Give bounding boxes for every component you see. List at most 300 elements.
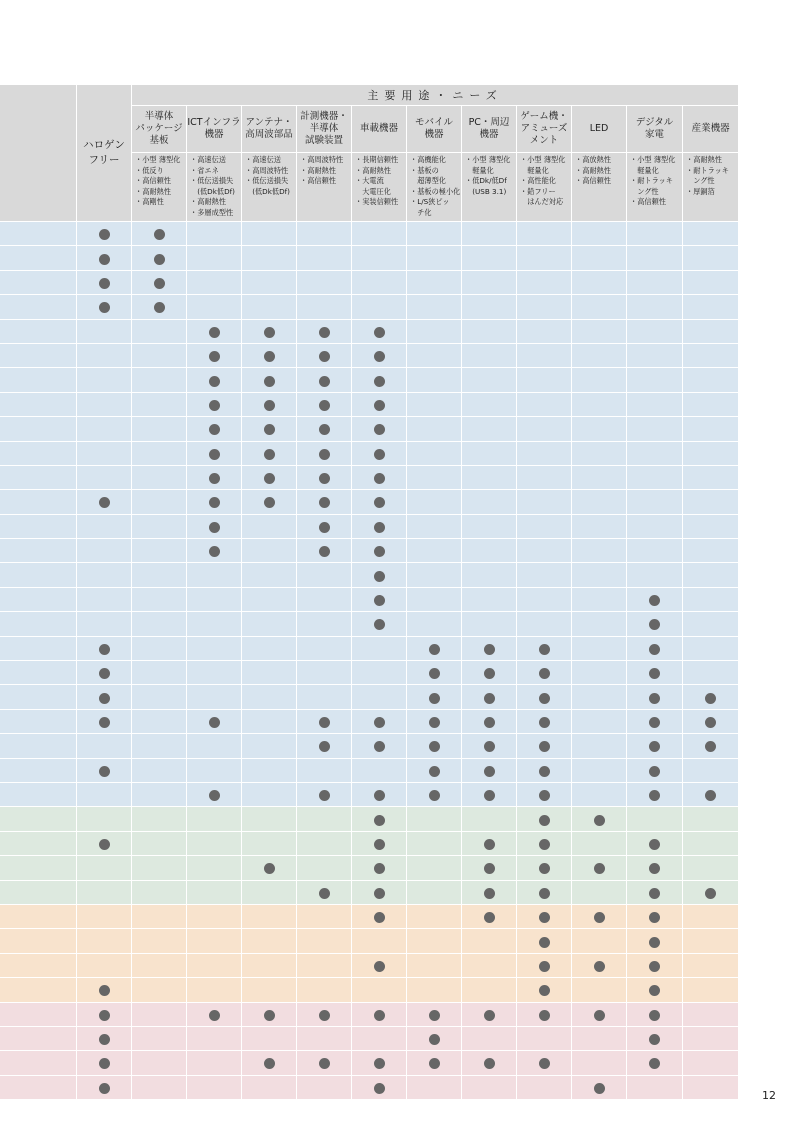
matrix-cell xyxy=(407,417,462,441)
matrix-cell xyxy=(517,954,572,978)
matrix-cell xyxy=(77,246,132,270)
matrix-cell xyxy=(572,417,627,441)
needs-item: ・高信頼性 xyxy=(575,176,611,185)
matrix-cell xyxy=(77,588,132,612)
matrix-cell xyxy=(683,393,739,417)
matrix-cell xyxy=(462,832,517,856)
applicable-dot-icon xyxy=(209,522,220,533)
matrix-cell xyxy=(297,490,352,514)
applicable-dot-icon xyxy=(539,815,550,826)
matrix-cell xyxy=(517,1027,572,1051)
matrix-cell xyxy=(517,929,572,953)
matrix-cell xyxy=(517,612,572,636)
matrix-cell xyxy=(242,661,297,685)
needs-item: ・高信頼性 xyxy=(300,176,336,185)
matrix-cell xyxy=(683,271,739,295)
column-needs-2 xyxy=(242,153,297,222)
applicable-dot-icon xyxy=(374,815,385,826)
matrix-cell xyxy=(187,1051,242,1075)
applicable-dot-icon xyxy=(264,351,275,362)
column-title-line: PC・周辺 xyxy=(468,117,510,128)
matrix-cell xyxy=(572,978,627,1002)
matrix-cell xyxy=(352,710,407,734)
matrix-cell xyxy=(242,442,297,466)
matrix-cell xyxy=(407,1003,462,1027)
matrix-cell xyxy=(627,1003,683,1027)
column-title-9 xyxy=(627,106,683,153)
matrix-cell xyxy=(683,466,739,490)
matrix-cell xyxy=(683,417,739,441)
applicable-dot-icon xyxy=(374,497,385,508)
matrix-cell xyxy=(132,417,187,441)
row-label-cell xyxy=(0,222,77,246)
matrix-cell xyxy=(352,246,407,270)
column-title-line: 機器 xyxy=(204,129,224,140)
needs-item: ・大電流 xyxy=(355,176,384,185)
table-row xyxy=(0,783,739,807)
matrix-cell xyxy=(462,1027,517,1051)
applicable-dot-icon xyxy=(319,790,330,801)
applicable-dot-icon xyxy=(99,302,110,313)
matrix-cell xyxy=(627,734,683,758)
matrix-cell xyxy=(462,734,517,758)
matrix-cell xyxy=(242,929,297,953)
matrix-cell xyxy=(77,417,132,441)
matrix-cell xyxy=(297,759,352,783)
matrix-cell xyxy=(517,1051,572,1075)
matrix-cell xyxy=(572,490,627,514)
matrix-cell xyxy=(683,807,739,831)
matrix-cell xyxy=(187,344,242,368)
matrix-cell xyxy=(77,295,132,319)
applicable-dot-icon xyxy=(594,815,605,826)
row-label-cell xyxy=(0,246,77,270)
matrix-cell xyxy=(462,368,517,392)
applicable-dot-icon xyxy=(539,888,550,899)
matrix-cell xyxy=(683,1027,739,1051)
matrix-cell xyxy=(352,807,407,831)
needs-item: ・低反り xyxy=(135,165,164,175)
applicable-dot-icon xyxy=(539,693,550,704)
applicable-dot-icon xyxy=(484,839,495,850)
applicable-dot-icon xyxy=(374,400,385,411)
matrix-cell xyxy=(683,856,739,880)
table-row xyxy=(0,612,739,636)
row-label-cell xyxy=(0,466,77,490)
column-needs-5 xyxy=(407,153,462,222)
matrix-cell xyxy=(627,1027,683,1051)
matrix-cell xyxy=(407,832,462,856)
applicable-dot-icon xyxy=(374,912,385,923)
matrix-cell xyxy=(297,515,352,539)
needs-item: (USB 3.1) xyxy=(465,186,507,196)
column-title-line: 産業機器 xyxy=(691,123,730,134)
matrix-cell xyxy=(683,929,739,953)
applicable-dot-icon xyxy=(264,497,275,508)
matrix-cell xyxy=(517,807,572,831)
matrix-cell xyxy=(683,905,739,929)
applicable-dot-icon xyxy=(99,693,110,704)
matrix-cell xyxy=(683,685,739,709)
matrix-cell xyxy=(352,588,407,612)
matrix-cell xyxy=(517,685,572,709)
matrix-cell xyxy=(627,222,683,246)
matrix-cell xyxy=(517,539,572,563)
applicable-dot-icon xyxy=(99,497,110,508)
matrix-cell xyxy=(187,466,242,490)
needs-item: ング性 xyxy=(630,186,659,196)
applicable-dot-icon xyxy=(319,1058,330,1069)
matrix-cell xyxy=(683,320,739,344)
matrix-cell xyxy=(242,320,297,344)
applicable-dot-icon xyxy=(429,766,440,777)
matrix-cell xyxy=(297,929,352,953)
matrix-cell xyxy=(572,539,627,563)
matrix-cell xyxy=(627,905,683,929)
matrix-cell xyxy=(462,905,517,929)
needs-item: ・小型 薄型化 xyxy=(465,155,511,164)
row-label-cell xyxy=(0,734,77,758)
matrix-cell xyxy=(77,490,132,514)
matrix-cell xyxy=(132,295,187,319)
matrix-cell xyxy=(132,515,187,539)
matrix-cell xyxy=(462,490,517,514)
needs-item: はんだ対応 xyxy=(520,197,564,206)
column-title-line: 基板 xyxy=(149,135,169,146)
row-label-cell xyxy=(0,1051,77,1075)
row-label-cell xyxy=(0,832,77,856)
applicable-dot-icon xyxy=(319,327,330,338)
matrix-cell xyxy=(683,563,739,587)
needs-item: ・高信頼性 xyxy=(135,176,171,185)
needs-item: ・高耐熱性 xyxy=(355,165,391,175)
applicable-dot-icon xyxy=(374,376,385,387)
matrix-cell xyxy=(407,1076,462,1100)
matrix-cell xyxy=(297,1051,352,1075)
matrix-cell xyxy=(187,295,242,319)
row-label-cell xyxy=(0,856,77,880)
matrix-cell xyxy=(77,442,132,466)
matrix-cell xyxy=(77,759,132,783)
applicable-dot-icon xyxy=(594,863,605,874)
matrix-cell xyxy=(462,710,517,734)
applicable-dot-icon xyxy=(264,1010,275,1021)
applicable-dot-icon xyxy=(154,278,165,289)
matrix-cell xyxy=(352,881,407,905)
matrix-cell xyxy=(572,905,627,929)
applicable-dot-icon xyxy=(649,1034,660,1045)
matrix-cell xyxy=(627,612,683,636)
matrix-cell xyxy=(517,515,572,539)
matrix-cell xyxy=(352,612,407,636)
matrix-cell xyxy=(407,710,462,734)
applicable-dot-icon xyxy=(209,351,220,362)
needs-item: ・小型 薄型化 xyxy=(135,155,181,164)
column-title-6 xyxy=(462,106,517,153)
applicable-dot-icon xyxy=(649,693,660,704)
matrix-cell xyxy=(297,1076,352,1100)
matrix-cell xyxy=(572,710,627,734)
applicable-dot-icon xyxy=(374,546,385,557)
needs-item: ・高剛性 xyxy=(135,197,164,206)
matrix-cell xyxy=(77,978,132,1002)
matrix-cell xyxy=(572,661,627,685)
applicable-dot-icon xyxy=(209,790,220,801)
needs-item: ・高周波特性 xyxy=(245,165,289,175)
applicable-dot-icon xyxy=(539,839,550,850)
applicable-dot-icon xyxy=(209,400,220,411)
matrix-cell xyxy=(572,929,627,953)
matrix-cell xyxy=(627,783,683,807)
matrix-cell xyxy=(462,466,517,490)
matrix-cell xyxy=(462,222,517,246)
matrix-cell xyxy=(462,929,517,953)
matrix-cell xyxy=(187,978,242,1002)
table-row xyxy=(0,661,739,685)
applicable-dot-icon xyxy=(429,1034,440,1045)
matrix-cell xyxy=(242,807,297,831)
matrix-cell xyxy=(297,539,352,563)
applicable-dot-icon xyxy=(429,717,440,728)
needs-item: ・実装信頼性 xyxy=(355,197,399,206)
table-row xyxy=(0,222,739,246)
row-label-cell xyxy=(0,1003,77,1027)
matrix-cell xyxy=(297,563,352,587)
matrix-cell xyxy=(462,539,517,563)
matrix-cell xyxy=(242,393,297,417)
matrix-cell xyxy=(77,832,132,856)
matrix-cell xyxy=(297,393,352,417)
needs-item: ・高信頼性 xyxy=(630,197,666,206)
matrix-cell xyxy=(407,344,462,368)
matrix-cell xyxy=(407,222,462,246)
matrix-cell xyxy=(627,954,683,978)
needs-item: ・小型 薄型化 xyxy=(630,155,676,164)
matrix-cell xyxy=(627,442,683,466)
matrix-cell xyxy=(572,807,627,831)
needs-item: ・低Dk/低Df xyxy=(465,176,507,185)
applicable-dot-icon xyxy=(264,400,275,411)
column-title-0 xyxy=(132,106,187,153)
matrix-cell xyxy=(132,368,187,392)
matrix-cell xyxy=(572,637,627,661)
matrix-cell xyxy=(352,734,407,758)
applicable-dot-icon xyxy=(649,839,660,850)
matrix-cell xyxy=(297,588,352,612)
row-label-cell xyxy=(0,442,77,466)
matrix-cell xyxy=(77,466,132,490)
matrix-cell xyxy=(187,807,242,831)
matrix-cell xyxy=(627,710,683,734)
applicable-dot-icon xyxy=(374,790,385,801)
matrix-cell xyxy=(627,320,683,344)
row-label-cell xyxy=(0,368,77,392)
needs-item: ・長期信頼性 xyxy=(355,155,399,164)
matrix-cell xyxy=(572,856,627,880)
applicable-dot-icon xyxy=(154,254,165,265)
applicable-dot-icon xyxy=(99,1034,110,1045)
needs-item: ・高速伝送 xyxy=(245,155,281,164)
matrix-cell xyxy=(77,368,132,392)
matrix-cell xyxy=(77,515,132,539)
matrix-cell xyxy=(132,783,187,807)
matrix-cell xyxy=(572,685,627,709)
matrix-cell xyxy=(77,807,132,831)
applicable-dot-icon xyxy=(429,1010,440,1021)
applicable-dot-icon xyxy=(99,1083,110,1094)
matrix-cell xyxy=(132,1076,187,1100)
applicable-dot-icon xyxy=(649,888,660,899)
applicable-dot-icon xyxy=(264,327,275,338)
needs-item: ・高性能化 xyxy=(520,176,556,185)
row-label-cell xyxy=(0,881,77,905)
matrix-cell xyxy=(352,515,407,539)
matrix-cell xyxy=(462,759,517,783)
table-row xyxy=(0,929,739,953)
applicable-dot-icon xyxy=(264,473,275,484)
matrix-cell xyxy=(627,271,683,295)
needs-item: ・高機能化 xyxy=(410,155,446,164)
matrix-cell xyxy=(187,929,242,953)
column-title-line: 計測機器・ xyxy=(300,111,348,122)
table-row xyxy=(0,905,739,929)
applicable-dot-icon xyxy=(374,863,385,874)
matrix-cell xyxy=(297,905,352,929)
column-title-line: 高周波部品 xyxy=(245,129,293,140)
matrix-cell xyxy=(242,1076,297,1100)
applicable-dot-icon xyxy=(484,888,495,899)
matrix-cell xyxy=(297,637,352,661)
column-needs-1 xyxy=(187,153,242,222)
matrix-cell xyxy=(517,344,572,368)
table-row xyxy=(0,685,739,709)
applicable-dot-icon xyxy=(484,717,495,728)
matrix-cell xyxy=(407,588,462,612)
applicable-dot-icon xyxy=(539,741,550,752)
row-label-cell xyxy=(0,954,77,978)
matrix-cell xyxy=(462,685,517,709)
matrix-cell xyxy=(683,881,739,905)
matrix-cell xyxy=(627,1076,683,1100)
applicable-dot-icon xyxy=(429,1058,440,1069)
applicable-dot-icon xyxy=(319,473,330,484)
matrix-cell xyxy=(187,637,242,661)
matrix-cell xyxy=(132,929,187,953)
applicable-dot-icon xyxy=(319,351,330,362)
matrix-cell xyxy=(352,393,407,417)
table-row xyxy=(0,393,739,417)
applicable-dot-icon xyxy=(209,473,220,484)
matrix-cell xyxy=(517,661,572,685)
matrix-cell xyxy=(352,978,407,1002)
needs-item: (低Dk低Df) xyxy=(245,186,290,196)
matrix-cell xyxy=(77,881,132,905)
matrix-cell xyxy=(77,344,132,368)
applicable-dot-icon xyxy=(319,1010,330,1021)
applicable-dot-icon xyxy=(484,644,495,655)
matrix-cell xyxy=(77,563,132,587)
needs-item: ・耐トラッキ xyxy=(630,176,673,185)
matrix-cell xyxy=(242,734,297,758)
matrix-cell xyxy=(132,344,187,368)
matrix-cell xyxy=(517,417,572,441)
matrix-cell xyxy=(462,246,517,270)
needs-item: 大電圧化 xyxy=(355,186,391,196)
matrix-cell xyxy=(683,832,739,856)
matrix-cell xyxy=(627,807,683,831)
matrix-cell xyxy=(517,1003,572,1027)
needs-item: 超薄型化 xyxy=(410,176,446,185)
applicable-dot-icon xyxy=(319,741,330,752)
matrix-cell xyxy=(462,563,517,587)
applicable-dot-icon xyxy=(539,1010,550,1021)
matrix-cell xyxy=(352,563,407,587)
applicable-dot-icon xyxy=(319,497,330,508)
applicable-dot-icon xyxy=(539,717,550,728)
column-title-line: アンテナ・ xyxy=(245,117,293,128)
matrix-cell xyxy=(132,881,187,905)
matrix-cell xyxy=(352,368,407,392)
applicable-dot-icon xyxy=(374,1058,385,1069)
matrix-cell xyxy=(517,637,572,661)
applicable-dot-icon xyxy=(649,595,660,606)
matrix-cell xyxy=(352,783,407,807)
matrix-cell xyxy=(517,881,572,905)
matrix-cell xyxy=(683,661,739,685)
column-title-line: 試験装置 xyxy=(304,135,343,146)
applicable-dot-icon xyxy=(374,717,385,728)
matrix-cell xyxy=(352,417,407,441)
applicable-dot-icon xyxy=(705,693,716,704)
column-title-2 xyxy=(242,106,297,153)
matrix-cell xyxy=(297,222,352,246)
matrix-cell xyxy=(242,905,297,929)
matrix-cell xyxy=(242,368,297,392)
applicable-dot-icon xyxy=(99,278,110,289)
table-row xyxy=(0,759,739,783)
matrix-cell xyxy=(132,222,187,246)
matrix-cell xyxy=(627,539,683,563)
column-title-line: モバイル xyxy=(414,117,453,128)
applicable-dot-icon xyxy=(264,424,275,435)
matrix-cell xyxy=(572,563,627,587)
applicable-dot-icon xyxy=(539,985,550,996)
needs-item: 軽量化 xyxy=(520,165,549,175)
table-row xyxy=(0,881,739,905)
needs-item: (低Dk低Df) xyxy=(190,186,235,196)
matrix-cell xyxy=(462,978,517,1002)
table-row xyxy=(0,246,739,270)
matrix-cell xyxy=(517,368,572,392)
matrix-cell xyxy=(132,978,187,1002)
matrix-cell xyxy=(77,734,132,758)
column-needs-3 xyxy=(297,153,352,222)
matrix-cell xyxy=(462,954,517,978)
applicable-dot-icon xyxy=(99,644,110,655)
applicable-dot-icon xyxy=(374,595,385,606)
column-title-10 xyxy=(683,106,739,153)
applicable-dot-icon xyxy=(705,741,716,752)
applicable-dot-icon xyxy=(649,937,660,948)
matrix-cell xyxy=(77,856,132,880)
row-label-cell xyxy=(0,685,77,709)
matrix-cell xyxy=(132,271,187,295)
table-row xyxy=(0,588,739,612)
matrix-cell xyxy=(517,588,572,612)
matrix-cell xyxy=(297,978,352,1002)
matrix-cell xyxy=(352,661,407,685)
matrix-cell xyxy=(187,515,242,539)
